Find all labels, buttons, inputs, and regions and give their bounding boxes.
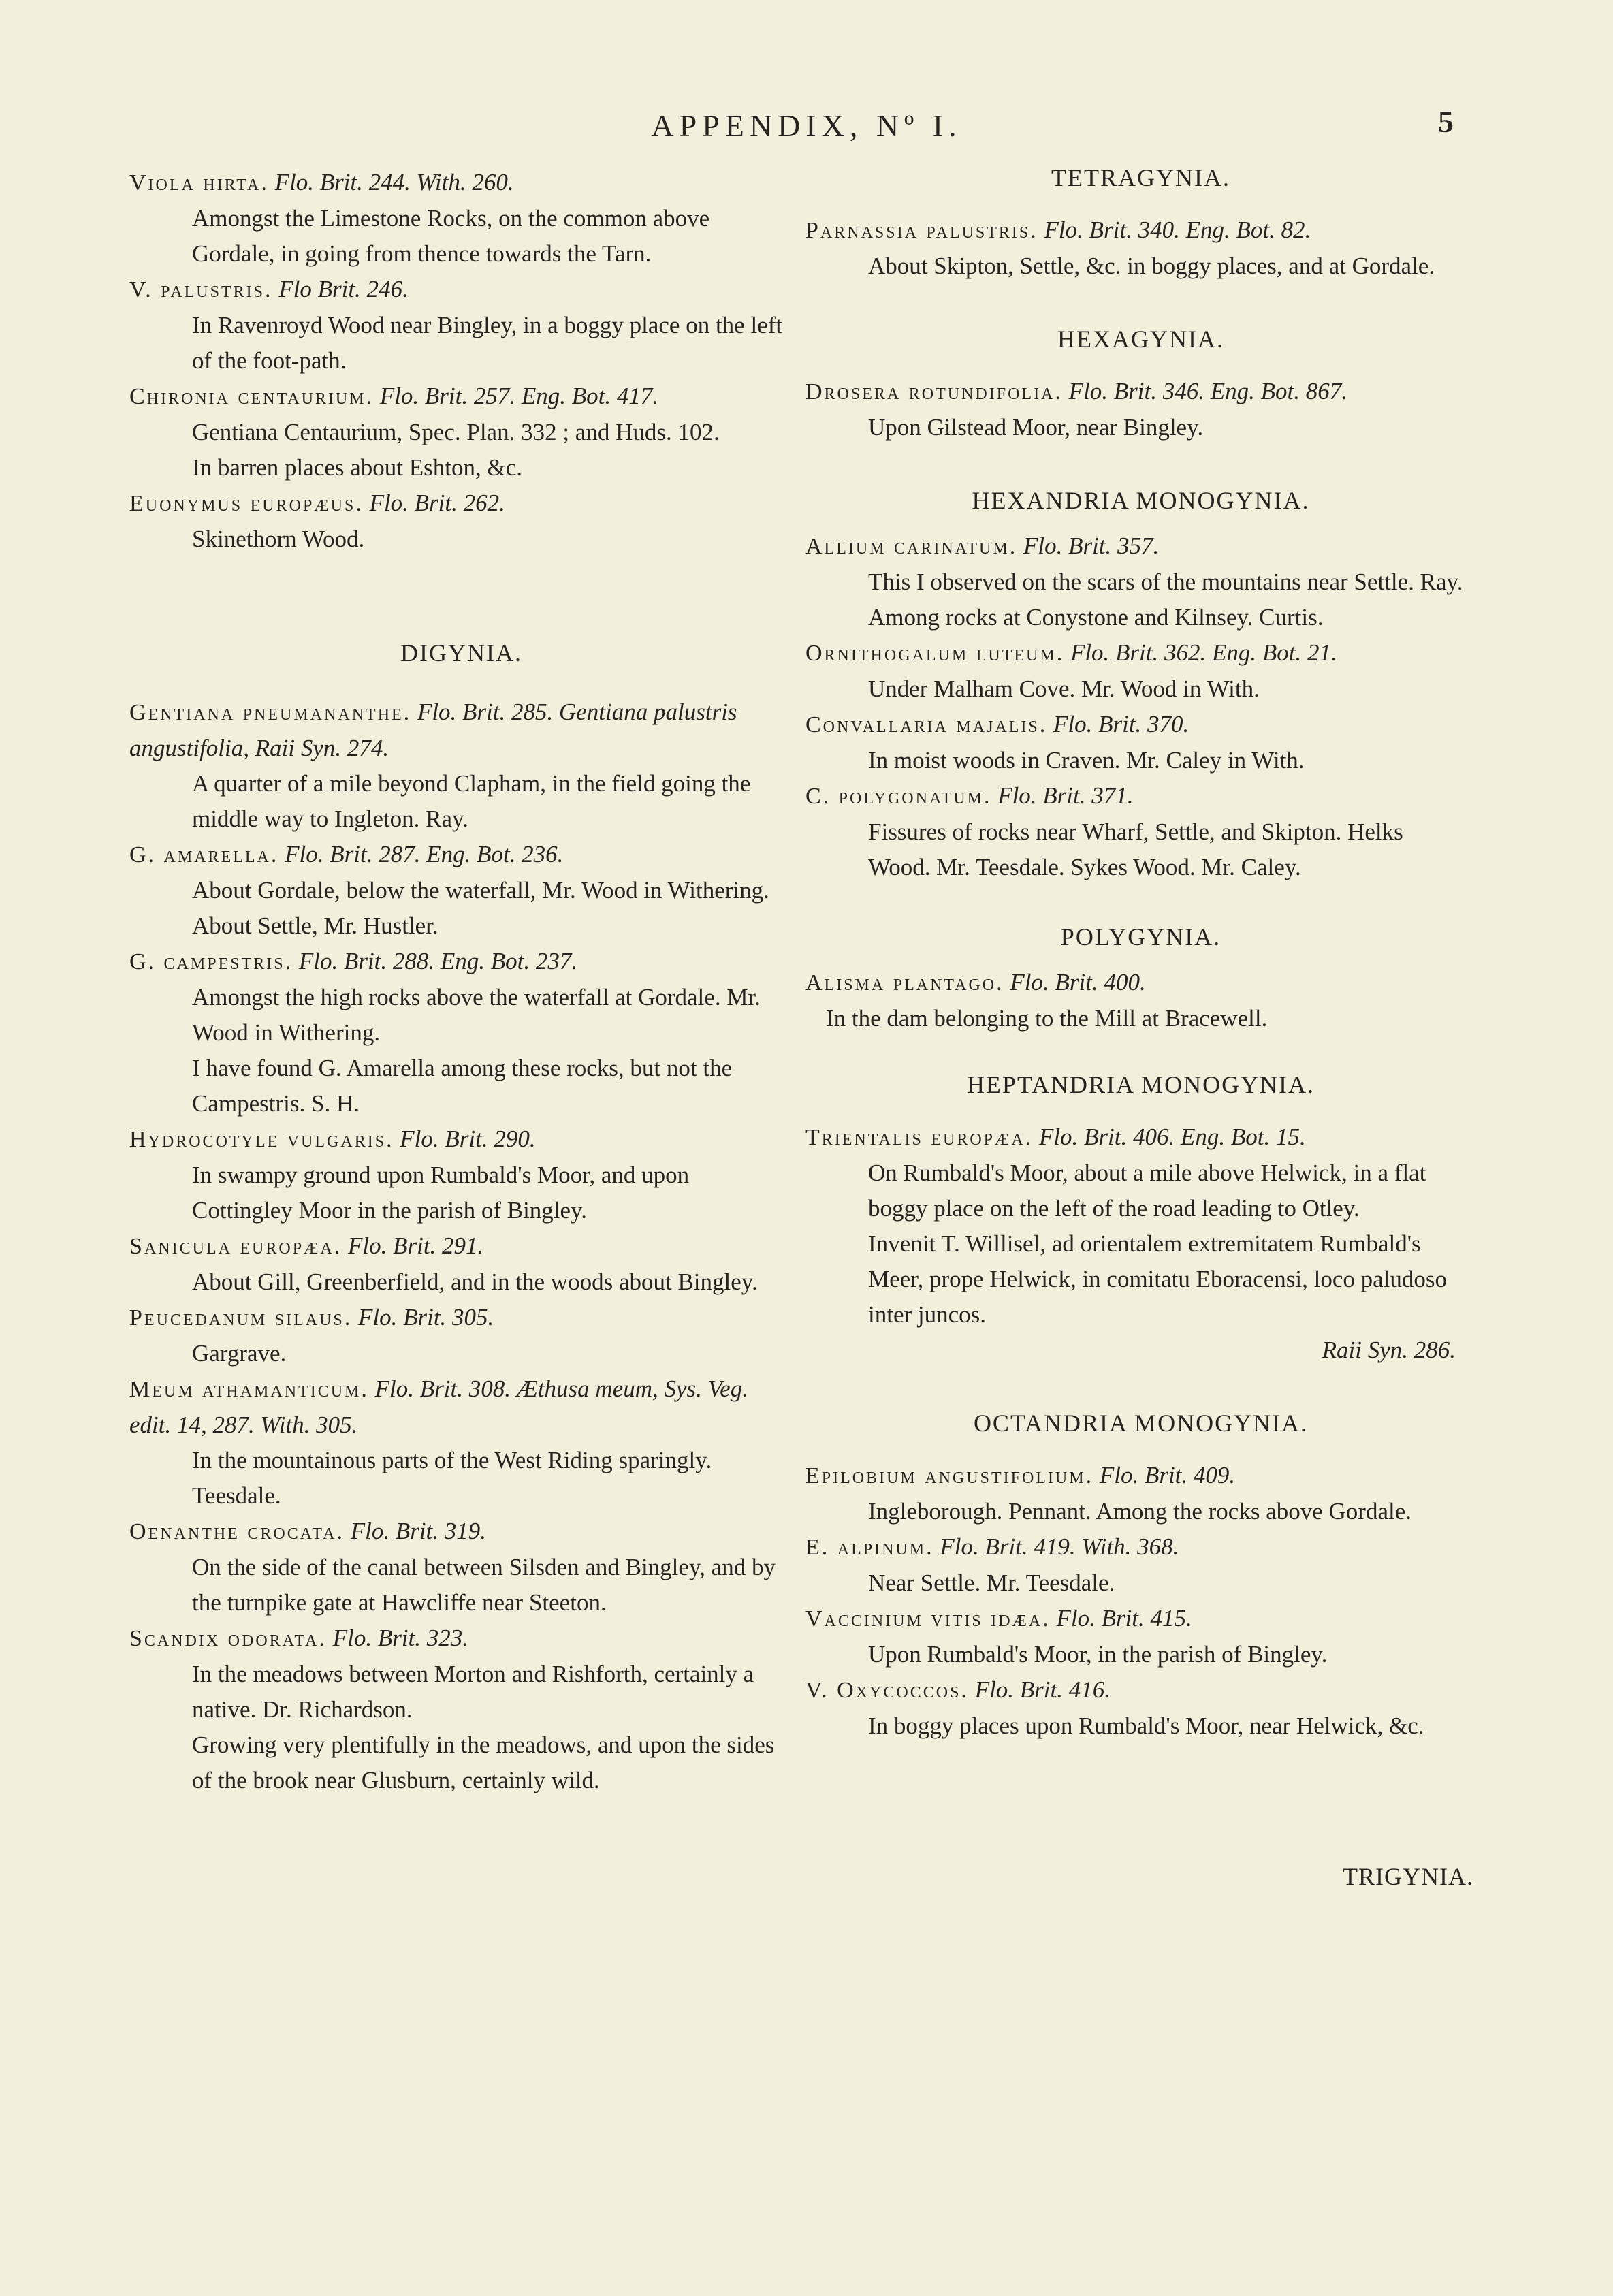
running-header: APPENDIX, Nº I. bbox=[651, 108, 962, 143]
species-name: Sanicula europæa. bbox=[129, 1234, 342, 1259]
entry-text: A quarter of a mile beyond Clapham, in the field going the middle way to Ingleton. Ray. bbox=[192, 770, 751, 832]
plant-entry bbox=[805, 528, 1476, 635]
reference: Flo. Brit. 308. Æthusa meum, Sys. Veg. edit. 14, 287. With. 305. bbox=[129, 1375, 748, 1438]
reference: Flo. Brit. 257. Eng. Bot. 417. bbox=[379, 383, 659, 409]
plant-entry bbox=[805, 1672, 1476, 1744]
reference: Flo. Brit. 244. With. 260. bbox=[274, 169, 514, 195]
plant-entry bbox=[129, 272, 793, 379]
plant-entry bbox=[129, 485, 793, 557]
page-number: 5 bbox=[1438, 104, 1454, 139]
plant-entry bbox=[805, 707, 1476, 778]
reference: Flo. Brit. 291. bbox=[348, 1232, 484, 1259]
species-name: Meum athamanticum. bbox=[129, 1377, 369, 1402]
entry-text: In the mountainous parts of the West Riding sparingly. Teesdale. bbox=[192, 1447, 712, 1509]
species-name: Oenanthe crocata. bbox=[129, 1519, 345, 1544]
species-name: Scandix odorata. bbox=[129, 1626, 327, 1651]
entry-text: On the side of the canal between Silsden and Bingley, and by the turnpike gate at Hawcliffe near Steeton. bbox=[192, 1554, 776, 1616]
reference: Flo. Brit. 288. Eng. Bot. 237. bbox=[298, 948, 578, 974]
species-name: Trientalis europæa. bbox=[805, 1125, 1034, 1150]
reference: Flo. Brit. 371. bbox=[997, 782, 1134, 809]
entry-text: Gargrave. bbox=[192, 1340, 287, 1367]
reference: Flo. Brit. 400. bbox=[1010, 969, 1146, 995]
entry-text: Fissures of rocks near Wharf, Settle, and Skipton. Helks Wood. Mr. Teesdale. Sykes Wood. Mr. Caley. bbox=[868, 818, 1403, 880]
entry-text: About Gordale, below the waterfall, Mr. Wood in Withering. About Settle, Mr. Hustler. bbox=[192, 877, 769, 939]
species-name: Allium carinatum. bbox=[805, 534, 1018, 559]
species-name: Viola hirta. bbox=[129, 170, 269, 195]
reference: Flo. Brit. 346. Eng. Bot. 867. bbox=[1068, 378, 1347, 404]
entry-text: Upon Rumbald's Moor, in the parish of Bingley. bbox=[868, 1641, 1328, 1668]
plant-entry bbox=[129, 1121, 793, 1228]
section-heading: HEPTANDRIA MONOGYNIA. bbox=[966, 1071, 1315, 1098]
plant-entry bbox=[805, 374, 1476, 445]
species-name: V. Oxycoccos. bbox=[805, 1678, 969, 1703]
plant-entry bbox=[129, 165, 793, 272]
section-heading: TETRAGYNIA. bbox=[1051, 164, 1230, 191]
plant-entry bbox=[129, 1621, 793, 1798]
species-name: Euonymus europæus. bbox=[129, 491, 364, 516]
reference: Flo. Brit. 262. bbox=[369, 490, 505, 516]
plant-entry bbox=[129, 1228, 793, 1300]
entry-text: Ingleborough. Pennant. Among the rocks above Gordale. bbox=[868, 1498, 1412, 1525]
entry-text: Near Settle. Mr. Teesdale. bbox=[868, 1569, 1115, 1596]
plant-entry bbox=[805, 212, 1476, 284]
entry-text: Upon Gilstead Moor, near Bingley. bbox=[868, 414, 1204, 441]
reference: Flo. Brit. 287. Eng. Bot. 236. bbox=[285, 841, 564, 867]
species-name: Convallaria majalis. bbox=[805, 712, 1048, 737]
reference: Flo. Brit. 305. bbox=[358, 1304, 494, 1330]
species-name: C. polygonatum. bbox=[805, 784, 992, 809]
species-name: Alisma plantago. bbox=[805, 970, 1004, 995]
entry-text: Gentiana Centaurium, Spec. Plan. 332 ; and Huds. 102. bbox=[192, 419, 720, 445]
plant-entry bbox=[129, 379, 793, 485]
entry-text: Skinethorn Wood. bbox=[192, 526, 365, 552]
species-name: Drosera rotundifolia. bbox=[805, 379, 1063, 404]
section-heading: HEXANDRIA MONOGYNIA. bbox=[972, 487, 1310, 514]
species-name: Chironia centaurium. bbox=[129, 384, 374, 409]
entry-text: In barren places about Eshton, &c. bbox=[192, 454, 522, 481]
species-name: Vaccinium vitis idæa. bbox=[805, 1606, 1051, 1631]
plant-entry bbox=[805, 1601, 1476, 1672]
reference: Flo. Brit. 419. With. 368. bbox=[940, 1533, 1179, 1560]
citation: Raii Syn. 286. bbox=[1322, 1337, 1456, 1363]
plant-entry bbox=[805, 1458, 1476, 1529]
section-heading: DIGYNIA. bbox=[400, 639, 522, 667]
entry-text: On Rumbald's Moor, about a mile above Helwick, in a flat boggy place on the left of the road leading to Otley. bbox=[868, 1160, 1426, 1222]
reference: Flo. Brit. 340. Eng. Bot. 82. bbox=[1044, 217, 1311, 243]
reference: Flo. Brit. 406. Eng. Bot. 15. bbox=[1038, 1123, 1306, 1150]
entry-text: About Gill, Greenberfield, and in the woods about Bingley. bbox=[192, 1269, 758, 1295]
species-name: G. amarella. bbox=[129, 842, 279, 867]
plant-entry bbox=[805, 965, 1476, 1036]
entry-text: About Skipton, Settle, &c. in boggy places, and at Gordale. bbox=[868, 253, 1435, 279]
reference: Flo. Brit. 416. bbox=[974, 1676, 1111, 1703]
reference: Flo. Brit. 285. Gentiana palustris angustifolia, Raii Syn. 274. bbox=[129, 699, 737, 761]
entry-text: In boggy places upon Rumbald's Moor, near Helwick, &c. bbox=[868, 1712, 1424, 1739]
entry-text: In Ravenroyd Wood near Bingley, in a boggy place on the left of the foot-path. bbox=[192, 312, 783, 374]
section-heading: OCTANDRIA MONOGYNIA. bbox=[973, 1409, 1309, 1437]
species-name: E. alpinum. bbox=[805, 1535, 934, 1560]
plant-entry bbox=[129, 695, 793, 837]
plant-entry bbox=[129, 1514, 793, 1621]
reference: Flo. Brit. 319. bbox=[350, 1518, 487, 1544]
right-column bbox=[805, 157, 1476, 1744]
reference: Flo. Brit. 362. Eng. Bot. 21. bbox=[1070, 639, 1337, 666]
left-column bbox=[129, 157, 793, 1798]
entry-text: In swampy ground upon Rumbald's Moor, and upon Cottingley Moor in the parish of Bingley. bbox=[192, 1162, 690, 1224]
section-heading: HEXAGYNIA. bbox=[1057, 325, 1224, 353]
reference: Flo. Brit. 370. bbox=[1053, 711, 1189, 737]
species-name: G. campestris. bbox=[129, 949, 293, 974]
entry-text: Growing very plentifully in the meadows, and upon the sides of the brook near Glusburn, certainly wild. bbox=[192, 1732, 775, 1793]
reference: Flo. Brit. 290. bbox=[400, 1126, 536, 1152]
entry-text: I have found G. Amarella among these rocks, but not the Campestris. S. H. bbox=[192, 1055, 733, 1117]
species-name: Ornithogalum luteum. bbox=[805, 641, 1065, 666]
plant-entry bbox=[129, 1300, 793, 1371]
reference: Flo. Brit. 415. bbox=[1056, 1605, 1192, 1631]
reference: Flo Brit. 246. bbox=[278, 276, 409, 302]
plant-entry bbox=[129, 837, 793, 944]
entry-text: Invenit T. Willisel, ad orientalem extremitatem Rumbald's Meer, prope Helwick, in comitatu Eboracensi, loco paludoso inter juncos. bbox=[868, 1230, 1448, 1328]
reference: Flo. Brit. 357. bbox=[1023, 532, 1160, 559]
entry-text: In the meadows between Morton and Rishforth, certainly a native. Dr. Richardson. bbox=[192, 1661, 754, 1723]
entry-text: Amongst the high rocks above the waterfall at Gordale. Mr. Wood in Withering. bbox=[192, 984, 761, 1046]
entry-text: This I observed on the scars of the mountains near Settle. Ray. Among rocks at Conystone and Kilnsey. Curtis. bbox=[868, 569, 1463, 631]
species-name: Gentiana pneumananthe. bbox=[129, 700, 412, 725]
section-heading: POLYGYNIA. bbox=[1060, 923, 1221, 951]
catchword: TRIGYNIA. bbox=[1343, 1863, 1473, 1890]
entry-text: In the dam belonging to the Mill at Bracewell. bbox=[826, 1005, 1268, 1032]
plant-entry bbox=[805, 1119, 1476, 1368]
species-name: V. palustris. bbox=[129, 277, 273, 302]
entry-text: Under Malham Cove. Mr. Wood in With. bbox=[868, 675, 1260, 702]
species-name: Peucedanum silaus. bbox=[129, 1305, 353, 1330]
plant-entry bbox=[129, 944, 793, 1121]
plant-entry bbox=[805, 778, 1476, 885]
species-name: Hydrocotyle vulgaris. bbox=[129, 1127, 394, 1152]
species-name: Epilobium angustifolium. bbox=[805, 1463, 1094, 1488]
entry-text: In moist woods in Craven. Mr. Caley in With. bbox=[868, 747, 1305, 774]
reference: Flo. Brit. 409. bbox=[1099, 1462, 1236, 1488]
reference: Flo. Brit. 323. bbox=[332, 1625, 469, 1651]
species-name: Parnassia palustris. bbox=[805, 218, 1038, 243]
entry-text: Amongst the Limestone Rocks, on the common above Gordale, in going from thence towards the Tarn. bbox=[192, 205, 710, 267]
plant-entry bbox=[805, 1529, 1476, 1601]
plant-entry bbox=[129, 1371, 793, 1514]
plant-entry bbox=[805, 635, 1476, 707]
